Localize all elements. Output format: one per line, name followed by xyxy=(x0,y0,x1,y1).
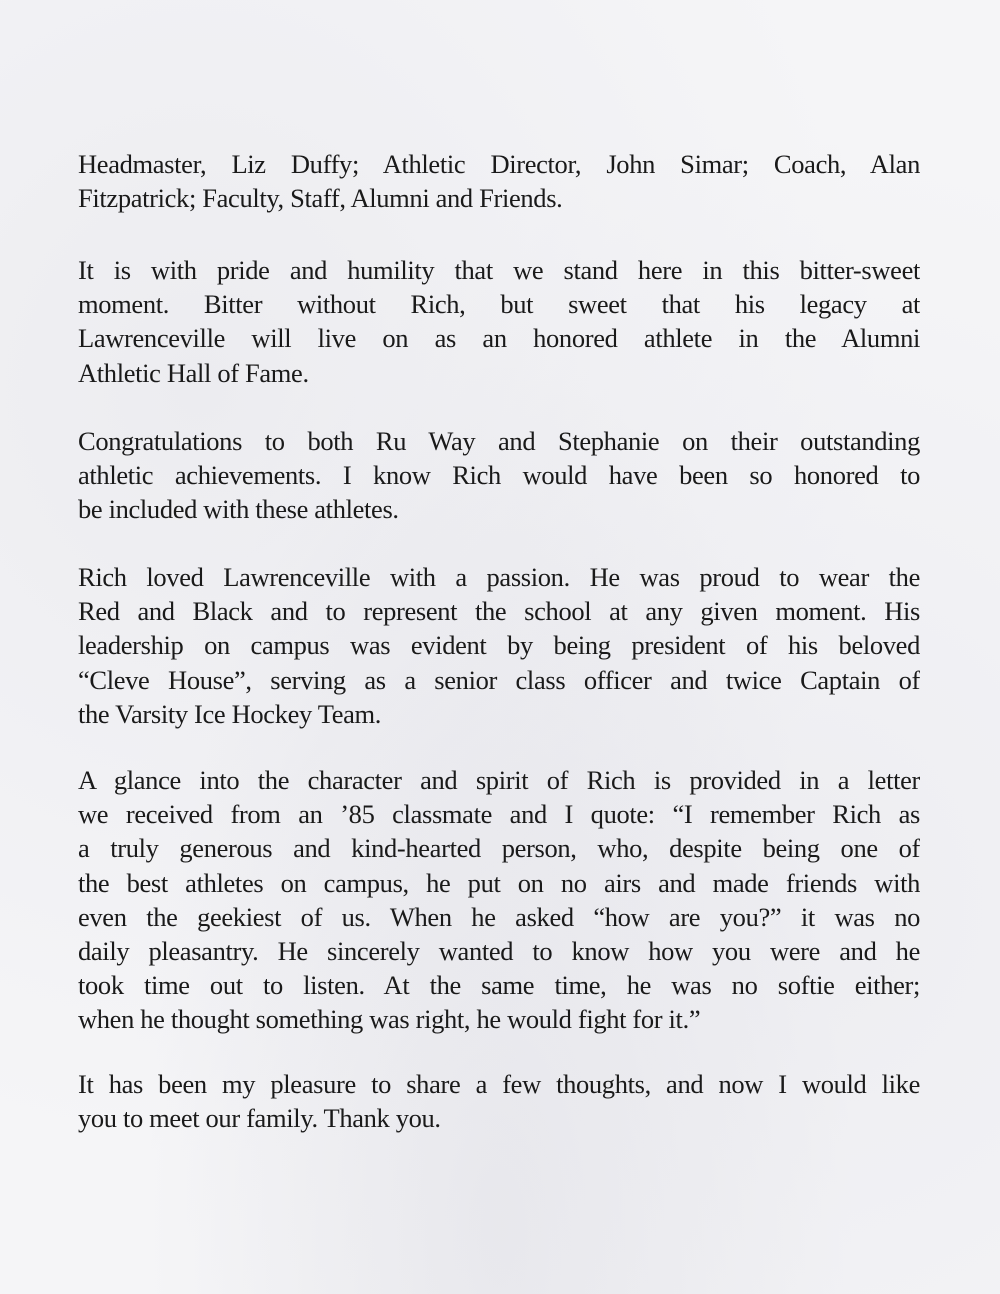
text-line: Congratulations to both Ru Way and Stephanie on their outstanding xyxy=(78,426,920,456)
text-line: Headmaster, Liz Duffy; Athletic Director, John Simar; Coach, Alan xyxy=(78,149,920,179)
text-line: Rich loved Lawrenceville with a passion. He was proud to wear the xyxy=(78,562,920,592)
text-line: A glance into the character and spirit of Rich is provided in a letter xyxy=(78,765,920,795)
text-line: It has been my pleasure to share a few thoughts, and now I would like xyxy=(78,1069,920,1099)
text-line: we received from an ’85 classmate and I quote: “I remember Rich as xyxy=(78,799,920,830)
text-line: Fitzpatrick; Faculty, Staff, Alumni and Friends. xyxy=(78,183,563,214)
text-line: Athletic Hall of Fame. xyxy=(78,357,309,388)
text-line: Red and Black and to represent the school at any given moment. His xyxy=(78,596,920,627)
text-line: you to meet our family. Thank you. xyxy=(78,1103,441,1134)
paragraph-congratulations xyxy=(78,424,920,527)
text-line: a truly generous and kind-hearted person, who, despite being one of xyxy=(78,833,920,864)
text-line: daily pleasantry. He sincerely wanted to know how you were and he xyxy=(78,935,920,966)
text-line: leadership on campus was evident by being president of his beloved xyxy=(78,630,920,661)
paragraph-pride-humility xyxy=(78,253,920,390)
text-line: athletic achievements. I know Rich would have been so honored to xyxy=(78,460,920,491)
text-line: be included with these athletes. xyxy=(78,494,399,525)
text-line: even the geekiest of us. When he asked “how are you?” it was no xyxy=(78,901,920,932)
paragraph-classmate-quote xyxy=(78,763,920,1037)
text-line: when he thought something was right, he would fight for it.” xyxy=(78,1004,701,1035)
paragraph-rich-loved-lawrenceville xyxy=(78,560,920,731)
text-line: took time out to listen. At the same time, he was no softie either; xyxy=(78,970,920,1001)
text-line: It is with pride and humility that we stand here in this bitter-sweet xyxy=(78,255,920,285)
text-line: Lawrenceville will live on as an honored athlete in the Alumni xyxy=(78,323,920,354)
text-line: moment. Bitter without Rich, but sweet that his legacy at xyxy=(78,289,920,320)
text-line: “Cleve House”, serving as a senior class officer and twice Captain of xyxy=(78,664,920,695)
text-line: the best athletes on campus, he put on no airs and made friends with xyxy=(78,867,920,898)
paragraph-salutation xyxy=(78,147,920,215)
paragraph-closing xyxy=(78,1067,920,1135)
text-line: the Varsity Ice Hockey Team. xyxy=(78,698,382,729)
